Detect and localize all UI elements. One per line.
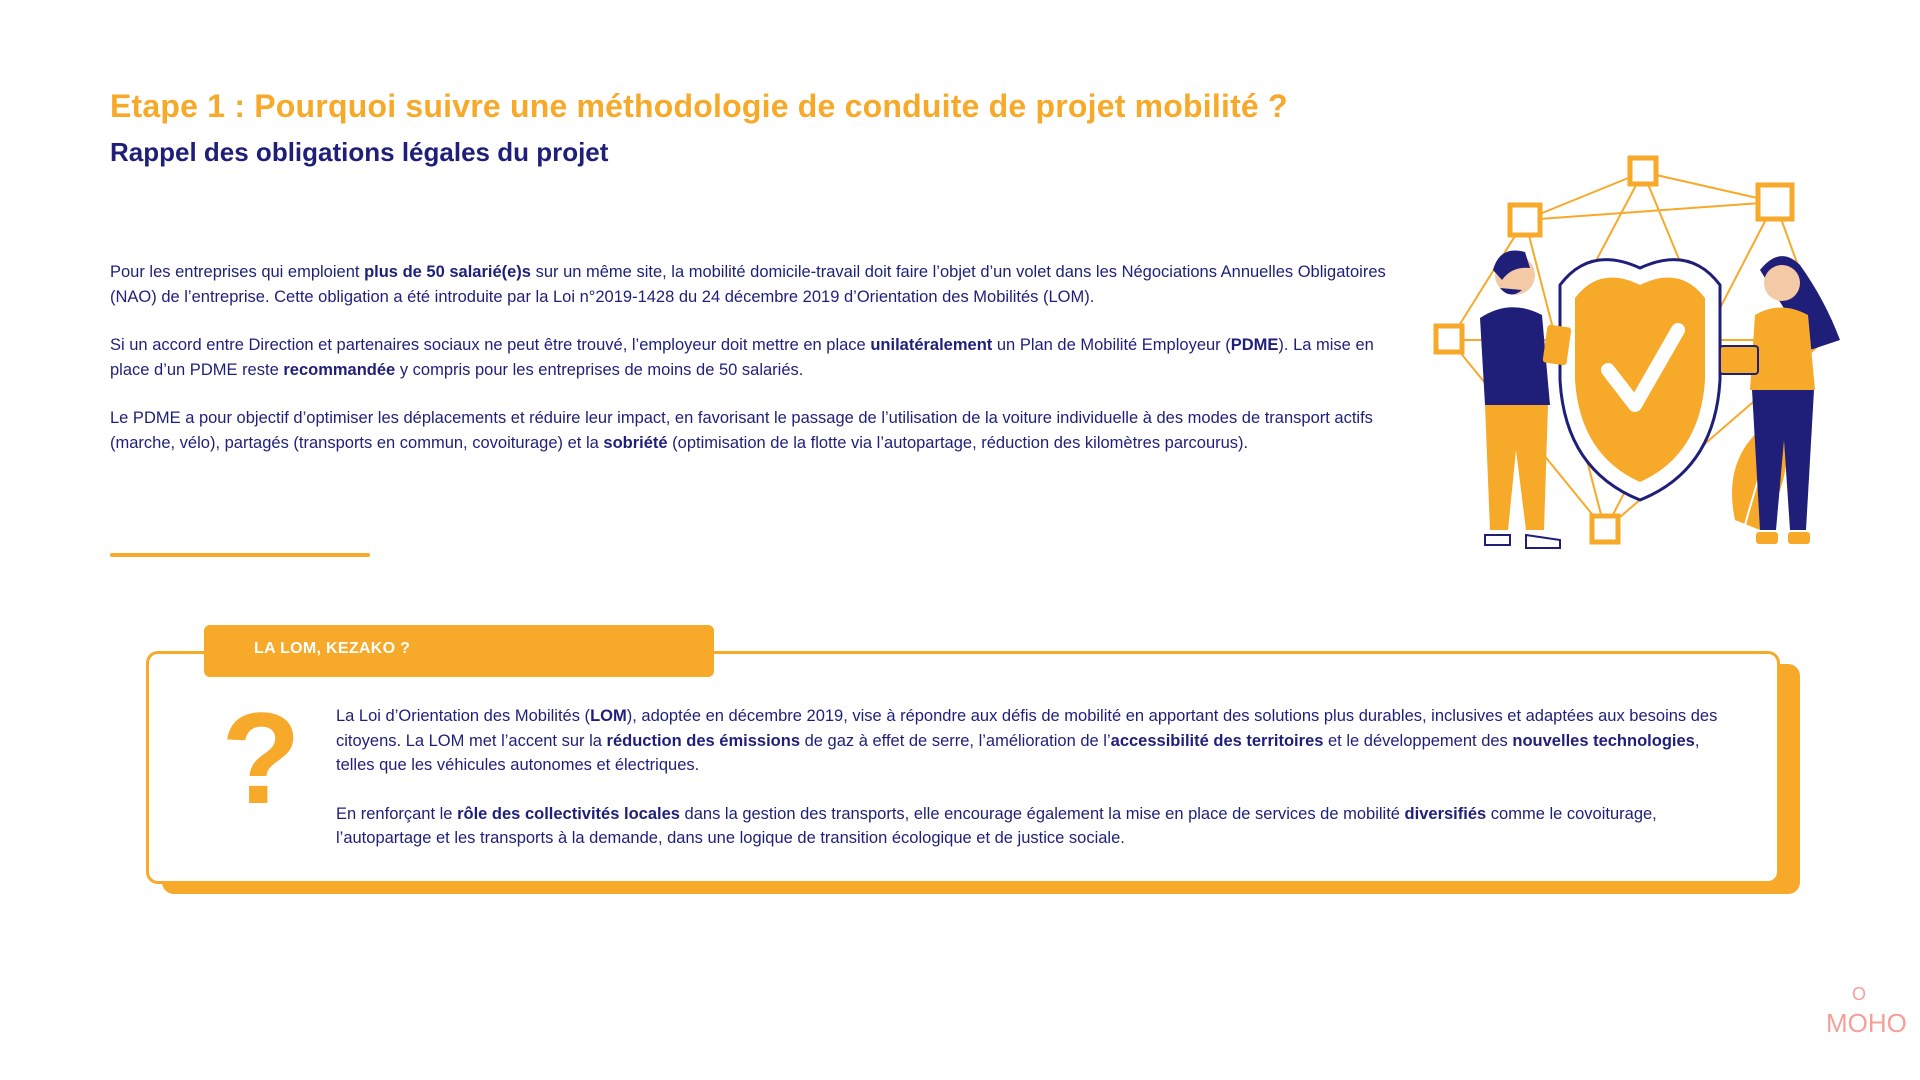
info-card-text	[336, 704, 1726, 875]
question-mark-icon: ?	[221, 685, 301, 831]
info-card-title: LA LOM, KEZAKO ?	[254, 640, 411, 657]
man-figure	[1480, 250, 1572, 548]
moho-logo	[1824, 982, 1907, 1042]
section-divider	[110, 553, 370, 557]
shield-icon	[1560, 260, 1720, 500]
logo-top-letter: O	[1852, 984, 1867, 1004]
intro-paragraph-2: Si un accord entre Direction et partenaires sociaux ne peut être trouvé, l’employeur doit mettre en place unilatéralement un Plan de Mobilité Employeur (PDME). La mise en place d’un PDME reste recommandée y compris pour les entreprises de moins de 50 salariés.	[110, 336, 1374, 379]
intro-paragraph-3: Le PDME a pour objectif d’optimiser les déplacements et réduire leur impact, en favorisant le passage de l’utilisation de la voiture individuelle à des modes de transport actifs (marche, vélo), partagés (transports en commun, covoiturage) et la sobriété (optimisation de la flotte via l’autopartage, réduction des kilomètres parcourus).	[110, 409, 1373, 452]
page-subtitle: Rappel des obligations légales du projet	[110, 137, 609, 167]
card-paragraph-1: La Loi d’Orientation des Mobilités (LOM), adoptée en décembre 2019, vise à répondre aux défis de mobilité en apportant des solutions plus durables, inclusives et adaptées aux besoins des citoyens. La LOM met l’accent sur la réduction des émissions de gaz à effet de serre, l’amélioration de l’accessibilité des territoires et le développement des nouvelles technologies, telles que les véhicules autonomes et électriques.	[336, 707, 1718, 774]
intro-text	[110, 260, 1390, 479]
page-title: Etape 1 : Pourquoi suivre une méthodologie de conduite de projet mobilité ?	[110, 88, 1288, 124]
security-illustration	[1430, 150, 1850, 570]
card-paragraph-2: En renforçant le rôle des collectivités locales dans la gestion des transports, elle encourage également la mise en place de services de mobilité diversifiés comme le covoiturage, l’autopartage et les transports à la demande, dans une logique de transition écologique et de justice sociale.	[336, 804, 1657, 847]
logo-wordmark: MOHO	[1826, 1008, 1907, 1038]
intro-paragraph-1: Pour les entreprises qui emploient plus de 50 salarié(e)s sur un même site, la mobilité domicile-travail doit faire l’objet d’un volet dans les Négociations Annuelles Obligatoires (NAO) de l’entreprise. Cette obligation a été introduite par la Loi n°2019-1428 du 24 décembre 2019 d’Orientation des Mobilités (LOM).	[110, 263, 1386, 306]
